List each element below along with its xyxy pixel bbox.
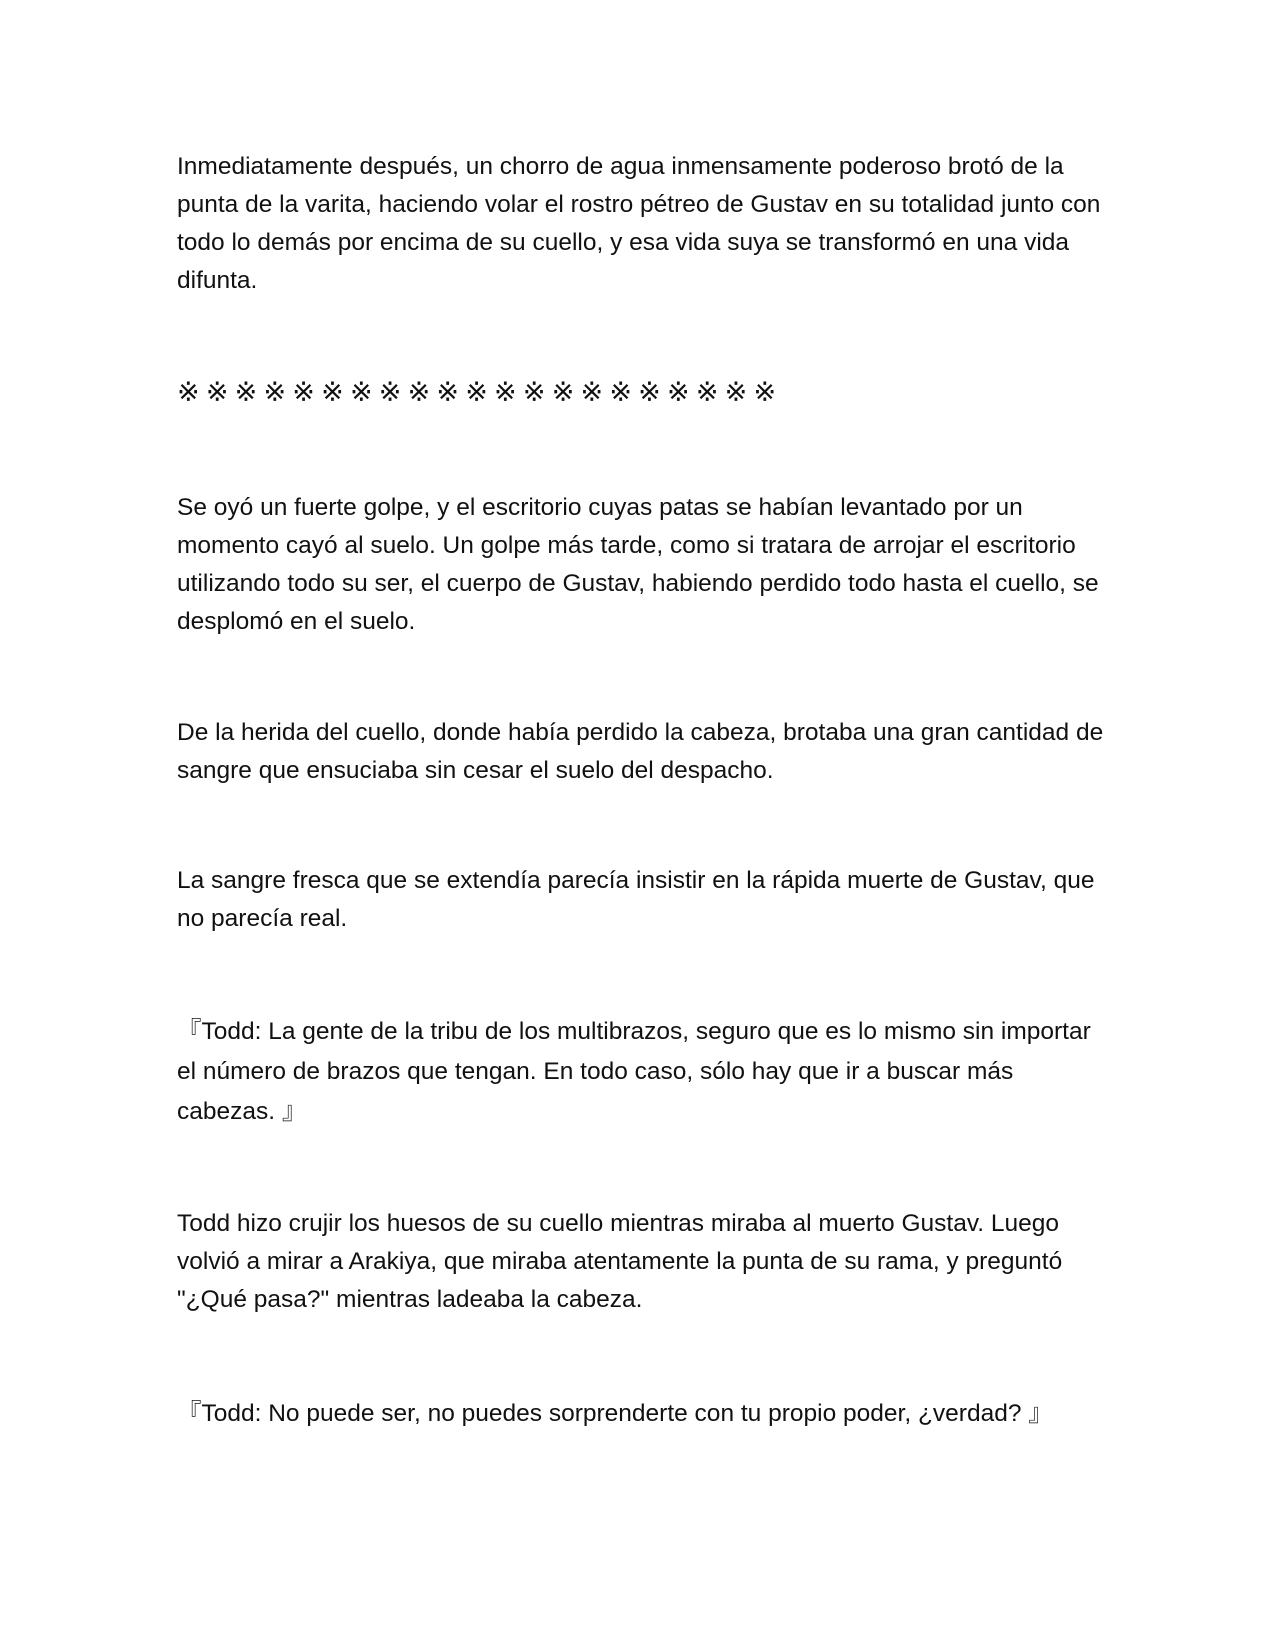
paragraph-water-jet: Inmediatamente después, un chorro de agua inmensamente poderoso brotó de la punta de la varita, haciendo volar el rostro pétreo de Gustav en su totalidad junto con todo lo demás por encima de su cuello, y esa vida suya se transformó en una vida difunta. [177, 153, 1101, 294]
paragraph-fresh-blood: La sangre fresca que se extendía parecía insistir en la rápida muerte de Gustav, que no parecía real. [177, 867, 1095, 932]
paragraph-desk-falls: Se oyó un fuerte golpe, y el escritorio cuyas patas se habían levantado por un momento cayó al suelo. Un golpe más tarde, como si tratara de arrojar el escritorio utilizando todo su ser, el cuerpo de Gustav, habiendo perdido todo hasta el cuello, se desplomó en el suelo. [177, 494, 1099, 635]
scene-separator: ※※※※※※※※※※※※※※※※※※※※※ [177, 377, 783, 408]
paragraph-todd-looks-arakiya: Todd hizo crujir los huesos de su cuello mientras miraba al muerto Gustav. Luego volvió a mirar a Arakiya, que miraba atentamente la punta de su rama, y preguntó "¿Qué pasa?" mientras ladeaba la cabeza. [177, 1210, 1063, 1313]
dialogue-todd-multiarm-tribe: 『Todd: La gente de la tribu de los multibrazos, seguro que es lo mismo sin importar el número de brazos que tengan. En todo caso, sólo hay que ir a buscar más cabezas. 』 [177, 1018, 1091, 1125]
paragraph-neck-wound: De la herida del cuello, donde había perdido la cabeza, brotaba una gran cantidad de sangre que ensuciaba sin cesar el suelo del despacho. [177, 719, 1104, 784]
dialogue-todd-own-power: 『Todd: No puede ser, no puedes sorprenderte con tu propio poder, ¿verdad? 』 [177, 1400, 1053, 1427]
